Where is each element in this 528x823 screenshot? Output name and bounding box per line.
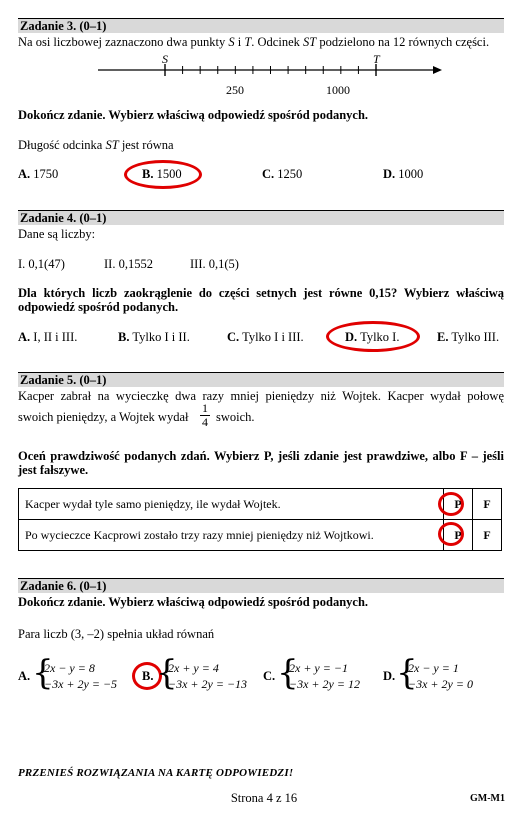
- option-label: D.: [383, 167, 396, 181]
- statement-text: Po wycieczce Kacprowi zostało trzy razy mniej pieniędzy niż Wojtkowi.: [19, 520, 444, 551]
- task4-intro: Dane są liczby:: [18, 227, 96, 241]
- brace-icon: {: [277, 653, 299, 693]
- task5-header-bar: [18, 372, 504, 387]
- option-text: I, II i III.: [33, 330, 78, 344]
- option-label: E.: [437, 330, 449, 344]
- option-label: C.: [227, 330, 240, 344]
- axis-label-1000: 1000: [326, 83, 350, 97]
- option-label: B.: [142, 167, 154, 181]
- option-label: A.: [18, 330, 31, 344]
- task4-option-b[interactable]: [118, 330, 190, 345]
- equation-1: 2x − y = 1: [408, 661, 459, 675]
- task4-number-3: III. 0,1(5): [190, 257, 239, 271]
- equation-2: −3x + 2y = 12: [289, 677, 360, 691]
- answer-circle: [326, 321, 420, 352]
- equation-1: 2x + y = 4: [168, 661, 219, 675]
- option-label: C.: [262, 167, 275, 181]
- equation-2: −3x + 2y = −13: [168, 677, 248, 691]
- equation-1: 2x + y = −1: [289, 661, 348, 675]
- table-row: [19, 489, 502, 520]
- choice-p[interactable]: P: [444, 489, 473, 520]
- answer-circle: [438, 522, 464, 546]
- table-row: [19, 520, 502, 551]
- true-false-table: [18, 488, 502, 551]
- task6-option-d-label[interactable]: D.: [383, 669, 396, 683]
- task3-intro-i: i: [234, 35, 245, 49]
- task3-header: Zadanie 3. (0–1): [20, 19, 107, 33]
- task4-number-2: II. 0,1552: [104, 257, 153, 271]
- task6-option-b-label[interactable]: B.: [142, 669, 154, 683]
- task4-question-line2: odpowiedź spośród podanych.: [18, 300, 179, 314]
- task3-intro-st: ST: [303, 35, 317, 49]
- task4-option-c[interactable]: [227, 330, 304, 345]
- task6-option-c-label[interactable]: C.: [263, 669, 276, 683]
- task4-option-e[interactable]: [437, 330, 499, 345]
- task4-header-bar: [18, 210, 504, 225]
- equation-2: −3x + 2y = −5: [44, 677, 118, 691]
- fraction-denominator: 4: [202, 415, 208, 429]
- task3-intro: [18, 35, 489, 50]
- task4-number-1: I. 0,1(47): [18, 257, 65, 271]
- task3-question-b: jest równa: [118, 138, 174, 152]
- task6-option-c-system: [289, 660, 360, 692]
- option-label: B.: [118, 330, 130, 344]
- task3-option-d[interactable]: [383, 167, 423, 182]
- task6-option-b-system: [168, 660, 247, 692]
- brace-icon: {: [32, 653, 54, 693]
- task5-header: Zadanie 5. (0–1): [20, 373, 107, 387]
- axis-label-s: S: [162, 52, 168, 66]
- task3-question: [18, 138, 174, 153]
- option-text: 1750: [33, 167, 59, 181]
- task5-line2a: swoich pieniędzy, a Wojtek wydał: [18, 410, 189, 424]
- option-text: Tylko I i III.: [242, 330, 304, 344]
- task4-header: Zadanie 4. (0–1): [20, 211, 107, 225]
- task6-question: Para liczb (3, –2) spełnia układ równań: [18, 627, 215, 641]
- task5-line2b: swoich.: [216, 410, 255, 424]
- task6-instruction: Dokończ zdanie. Wybierz właściwą odpowiedź spośród podanych.: [18, 595, 369, 609]
- brace-icon: {: [156, 653, 178, 693]
- axis-label-t: T: [373, 52, 380, 66]
- task6-option-a-label[interactable]: A.: [18, 669, 31, 683]
- choice-f[interactable]: F: [473, 489, 502, 520]
- task3-header-bar: [18, 18, 504, 33]
- option-text: 1000: [398, 167, 424, 181]
- answer-circle: [124, 160, 202, 189]
- task6-header-bar: [18, 578, 504, 593]
- task6-option-a-system: [44, 660, 117, 692]
- choice-f[interactable]: F: [473, 520, 502, 551]
- task5-instruction-line2: jest fałszywe.: [18, 463, 89, 477]
- fraction-numerator: 1: [202, 401, 208, 415]
- task5-line1: Kacper zabrał na wycieczkę dwa razy mniej pieniędzy niż Wojtek. Kacper wydał połowę: [18, 389, 504, 403]
- task3-intro-t: T: [244, 35, 252, 49]
- task3-instruction: Dokończ zdanie. Wybierz właściwą odpowiedź spośród podanych.: [18, 108, 369, 122]
- brace-icon: {: [396, 653, 418, 693]
- task3-question-a: Długość odcinka: [18, 138, 106, 152]
- option-text: Tylko I i II.: [132, 330, 190, 344]
- option-label: A.: [18, 167, 31, 181]
- task5-instruction-line1: Oceń prawdziwość podanych zdań. Wybierz P, jeśli zdanie jest prawdziwe, albo F – jeśli: [18, 449, 504, 463]
- answer-circle: [438, 492, 464, 516]
- choice-p[interactable]: P: [444, 520, 473, 551]
- equation-1: 2x − y = 8: [44, 661, 95, 675]
- task3-intro-s: S: [228, 35, 235, 49]
- option-text: Tylko III.: [451, 330, 500, 344]
- task6-header: Zadanie 6. (0–1): [20, 579, 107, 593]
- task3-intro-b: . Odcinek: [251, 35, 304, 49]
- transfer-notice: PRZENIEŚ ROZWIĄZANIA NA KARTĘ ODPOWIEDZI!: [18, 767, 294, 779]
- option-label: D.: [345, 330, 358, 344]
- option-text: 1250: [277, 167, 303, 181]
- task4-option-a[interactable]: [18, 330, 77, 345]
- fraction-quarter: [200, 402, 210, 429]
- task3-intro-a: Na osi liczbowej zaznaczono dwa punkty: [18, 35, 229, 49]
- task3-intro-c: podzielono na 12 równych części.: [316, 35, 490, 49]
- option-text: Tylko I.: [360, 330, 400, 344]
- equation-2: −3x + 2y = 0: [408, 677, 473, 691]
- statement-text: Kacper wydał tyle samo pieniędzy, ile wydał Wojtek.: [19, 489, 444, 520]
- number-line: [90, 52, 450, 100]
- axis-label-250: 250: [226, 83, 244, 97]
- task6-option-d-system: [408, 660, 473, 692]
- option-text: 1500: [156, 167, 182, 181]
- task3-question-st: ST: [105, 138, 119, 152]
- exam-code: GM-M1: [470, 793, 505, 804]
- task3-option-a[interactable]: [18, 167, 58, 182]
- page-number: Strona 4 z 16: [230, 791, 298, 805]
- task3-option-c[interactable]: [262, 167, 302, 182]
- task4-question-line1: Dla których liczb zaokrąglenie do części setnych jest równe 0,15? Wybierz właściwą: [18, 286, 504, 300]
